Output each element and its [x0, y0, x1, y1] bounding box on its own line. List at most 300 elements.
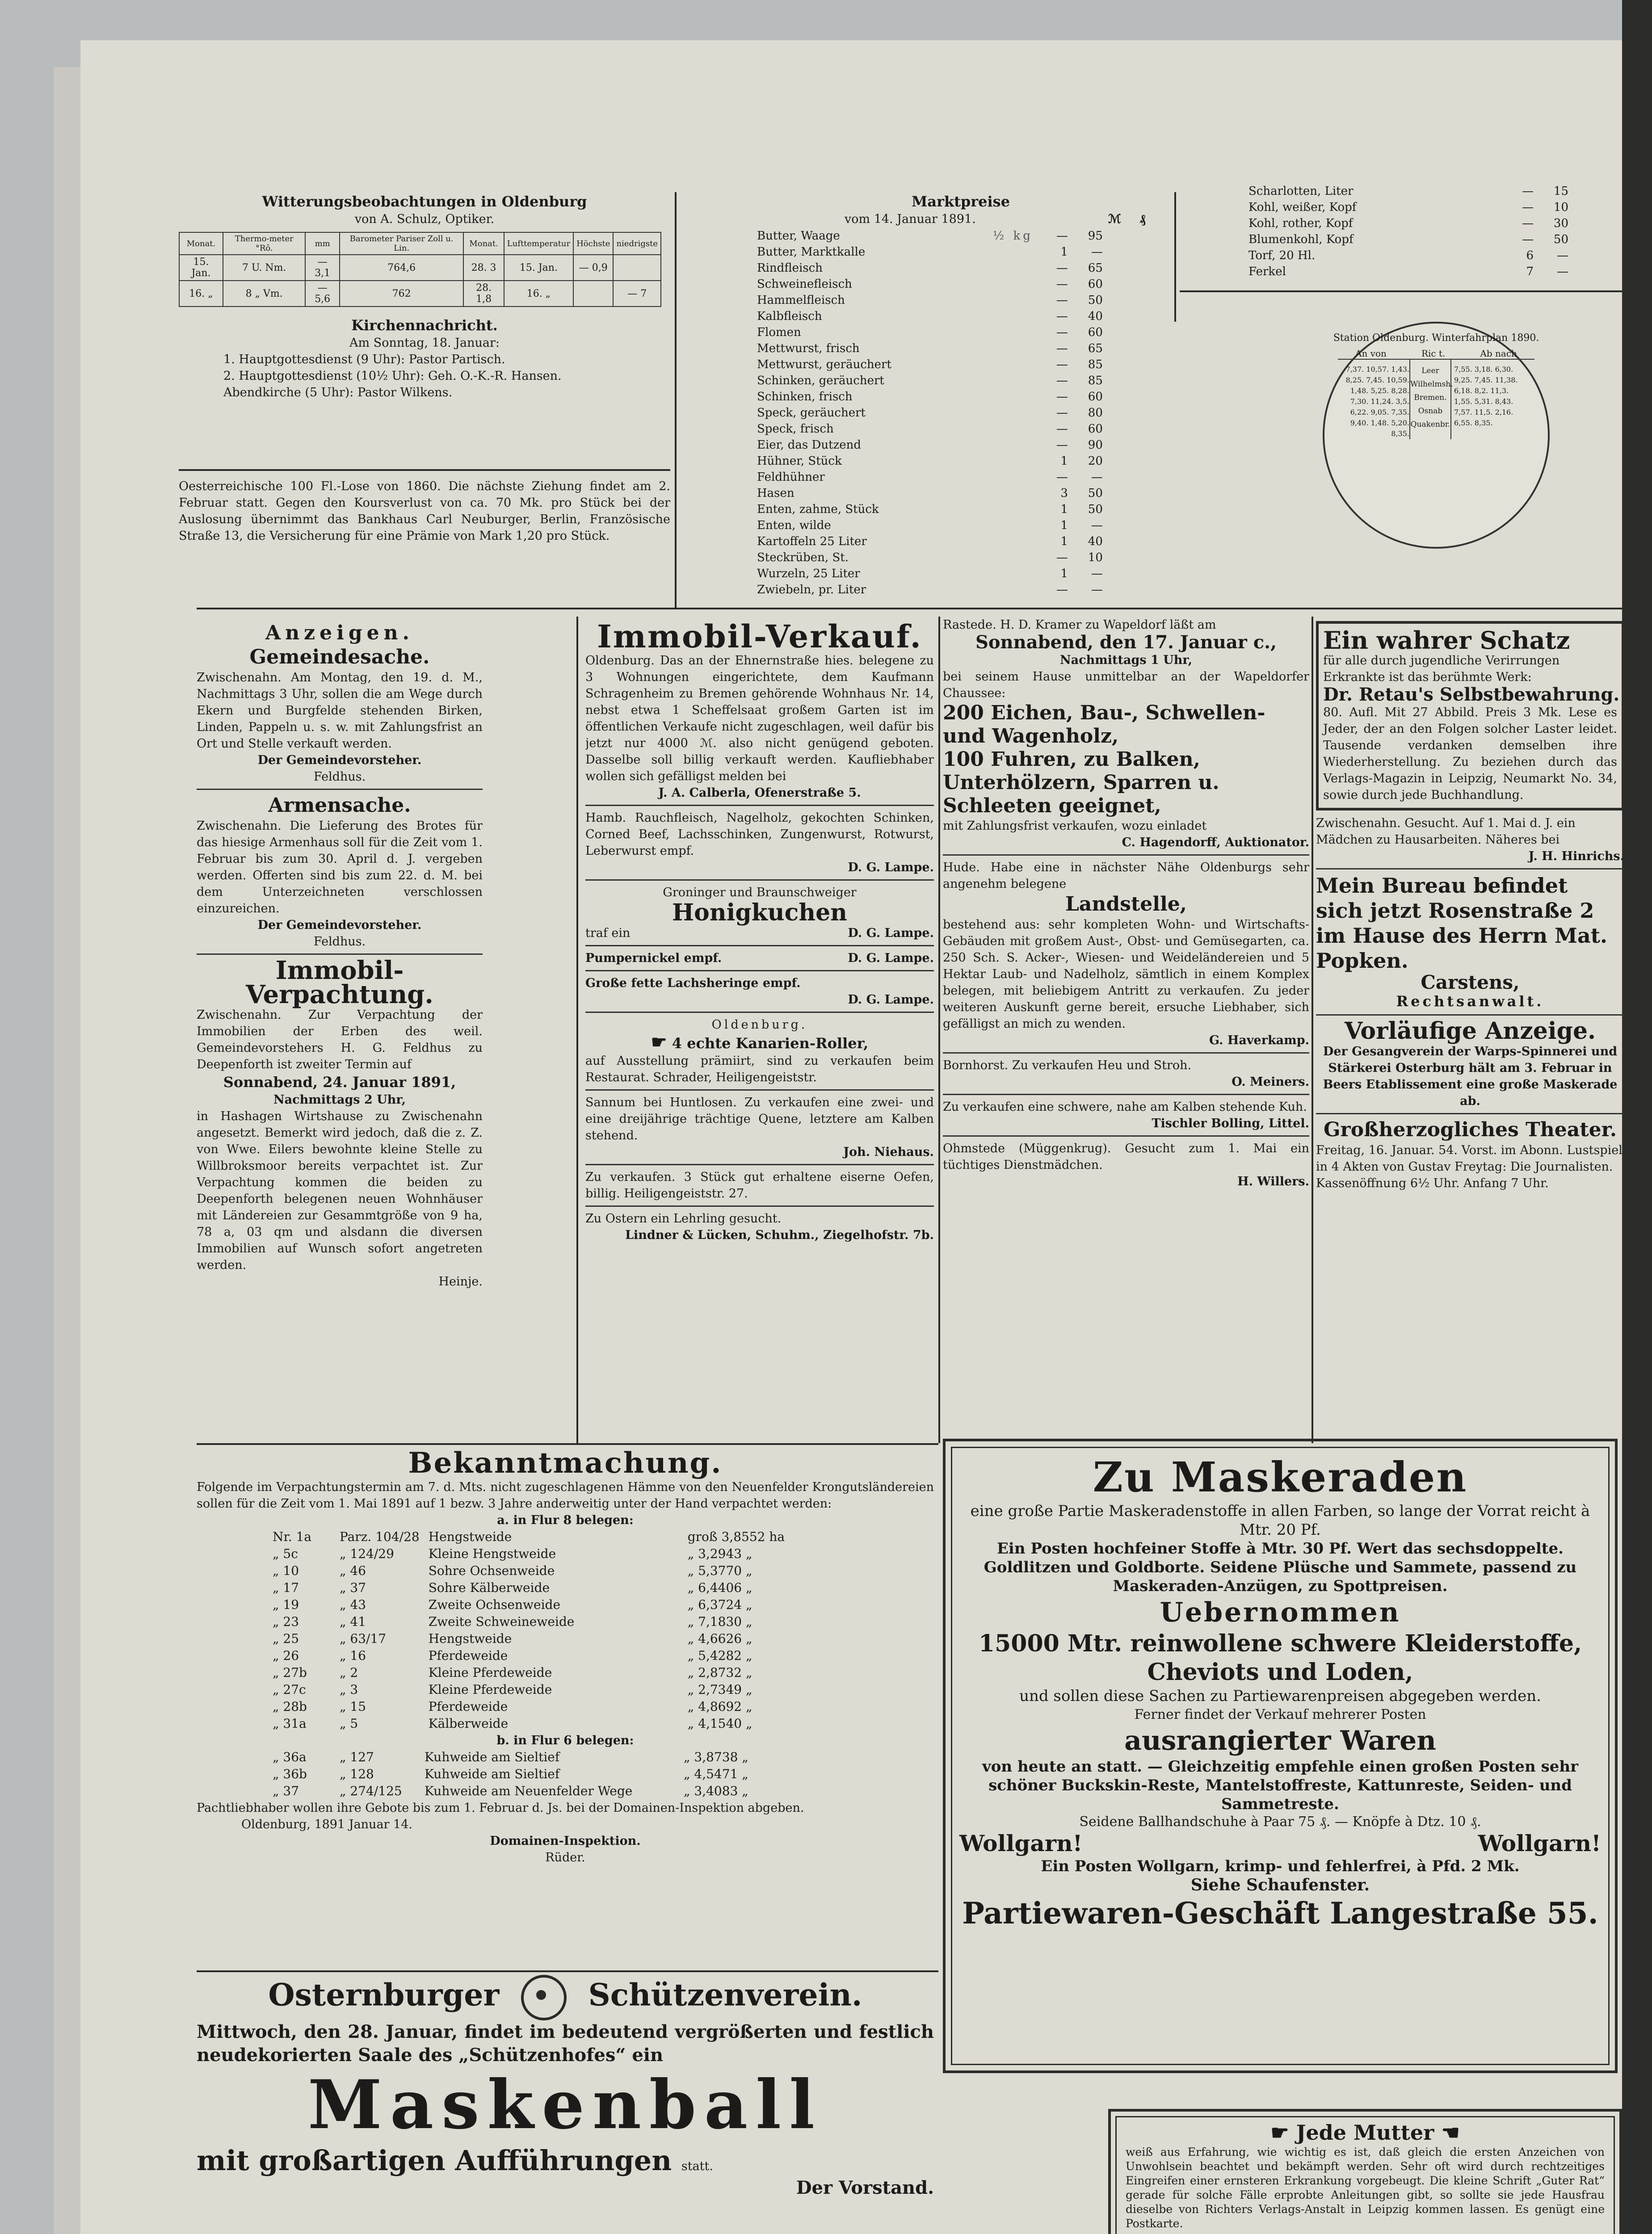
lease-row-cell: „ 2,7349 „ [687, 1682, 752, 1697]
market-row-cell: Flomen [757, 326, 801, 339]
market-row-cell: — [1056, 470, 1068, 484]
bornhorst-text: Bornhorst. Zu verkaufen Heu und Stroh. [943, 1058, 1192, 1072]
market-row-cell [991, 405, 1035, 421]
lease-row-cell: „ 5 [340, 1716, 358, 1731]
verkauf-text: Oldenburg. Das an der Ehnernstraße hies. belegene zu 3 Wohnungen eingerichtete, dem Kaufmann Schragenheim zu Bremen gehörende Wohnhaus Nr. 14, nebst etwa 1 Scheffelsaat großem Garten ist im öffentlichen Verkaufe nicht zugeschlagen, weil dafür bis jetzt nur 4000 ℳ. also nicht genügend geboten. Dasselbe soll billig verkauft werden. Kaufliebhaber wollen sich gefälligst melden bei [585, 654, 934, 783]
weather-cell: 15. Jan. [504, 255, 573, 281]
market-row-cell: 95 [1088, 229, 1103, 243]
lease-row-cell: „ 3 [340, 1682, 358, 1697]
market-row-cell: 60 [1088, 277, 1103, 291]
market-row-cell: Eier, das Dutzend [757, 438, 862, 452]
market-row-cell: — [1056, 390, 1068, 403]
clock-head: An von [1355, 348, 1387, 359]
clock-departures: 7,55. 3,18. 6,30. 9,25. 7,45. 11,38. 6,18. 8,2. 11,3. 1,55. 5,31. 8,43. 7,57. 11,5. 2,16. 6,55. 8,35. [1454, 365, 1518, 427]
lease-row-cell: „ 3,4083 „ [684, 1784, 748, 1798]
market-row-cell: — [1056, 326, 1068, 339]
weather-cell [573, 281, 613, 307]
market-row-cell: — [1056, 277, 1068, 291]
masken-title: Zu Maskeraden [1093, 1453, 1468, 1501]
ads-column-4 [1316, 621, 1624, 1439]
church-title: Kirchennachricht. [351, 317, 498, 334]
market-table [755, 228, 1105, 598]
market-row-2-cell: 50 [1553, 233, 1568, 246]
clock-places [1409, 360, 1451, 439]
ohmstede-text: Ohmstede (Müggenkrug). Gesucht zum 1. Mai ein tüchtiges Dienstmädchen. [943, 1142, 1309, 1172]
lease-row-cell: „ 19 [273, 1597, 299, 1612]
market-row-cell: — [1056, 342, 1068, 355]
lease-row-cell: „ 36a [273, 1750, 307, 1764]
market-row-cell: 1 [1060, 567, 1068, 580]
weather-head-baro: Barometer Pariser Zoll u. Lin. [340, 232, 464, 255]
verpachtung-date: Sonnabend, 24. Januar 1891, [223, 1074, 456, 1091]
market-row-2 [1247, 215, 1570, 231]
market-row-cell: Schweinefleisch [757, 277, 852, 291]
market-row-2 [1247, 183, 1570, 199]
kuh-sign: Joh. Niehaus. [843, 1145, 934, 1159]
weather-head-thermo: Thermo-meter °Rô. [223, 232, 305, 255]
divider [197, 1443, 938, 1445]
masken-wolle-left: Wollgarn! [959, 1830, 1083, 1856]
bekannt-name: Rüder. [545, 1851, 585, 1864]
bekannt-title: Bekanntmachung. [408, 1448, 723, 1480]
market-row-cell: 1 [1060, 454, 1068, 468]
lampe4-sign: D. G. Lampe. [848, 993, 934, 1007]
schuetzen-text2: mit großartigen Aufführungen [197, 2144, 672, 2177]
weather-subtitle: von A. Schulz, Optiker. [354, 212, 495, 226]
market-row-cell: — [1091, 245, 1103, 259]
landstelle-title: Landstelle, [1065, 893, 1187, 915]
church-line: Am Sonntag, 18. Januar: [349, 336, 500, 350]
market-row [755, 550, 1105, 566]
lease-table-b [268, 1749, 753, 1800]
lease-row-cell: „ 4,8692 „ [687, 1699, 752, 1714]
market-row-cell: 40 [1088, 535, 1103, 548]
lease-row-cell: „ 6,3724 „ [687, 1597, 752, 1612]
lease-row-cell: „ 128 [340, 1767, 374, 1781]
lease-row [268, 1529, 789, 1545]
lease-row [268, 1545, 789, 1562]
masken-h2: Uebernommen [1160, 1597, 1401, 1628]
market-row-cell: 50 [1088, 294, 1103, 307]
market-row-2-cell: Ferkel [1248, 265, 1286, 278]
market-row-2-cell: Kohl, rother, Kopf [1248, 217, 1353, 230]
schuetzen-right: Schützenverein. [588, 1977, 862, 2013]
lease-row-cell: „ 15 [340, 1699, 366, 1714]
rastede-big2: 100 Fuhren, zu Balken, Unterhölzern, Sparren u. Schleeten geeignet, [943, 748, 1219, 817]
market-row [755, 485, 1105, 501]
weather-row [179, 281, 661, 307]
divider [197, 1970, 938, 1972]
market-row-cell [991, 260, 1035, 276]
market-row [755, 373, 1105, 389]
market-row-cell [991, 357, 1035, 373]
market-row-cell: Speck, frisch [757, 422, 834, 436]
masken-l10: Siehe Schaufenster. [1190, 1876, 1370, 1894]
market-row-cell [991, 421, 1035, 437]
lease-row-cell: „ 27c [273, 1682, 306, 1697]
lampe3-sign: D. G. Lampe. [848, 951, 934, 965]
market-row-cell: 90 [1088, 438, 1103, 452]
market-title: Marktpreise [911, 193, 1010, 210]
market-row-cell: ½ kg [993, 229, 1033, 243]
ads-column-2 [585, 621, 934, 1439]
schatz-book: Dr. Retau's Selbstbewahrung. [1323, 684, 1620, 705]
masken-wolle-right: Wollgarn! [1478, 1830, 1601, 1856]
market-row [755, 228, 1105, 244]
ads-heading: Anzeigen. [265, 621, 414, 644]
weather-head-month: Monat. [179, 232, 223, 255]
market-row-2-cell: — [1557, 249, 1568, 262]
weather-cell: 762 [340, 281, 464, 307]
lease-row-cell: Nr. 1a [273, 1529, 312, 1544]
lease-row-cell: „ 36b [273, 1767, 307, 1781]
market-row-cell [991, 389, 1035, 405]
market-row-cell: — [1091, 519, 1103, 532]
clock-place: Bremen. [1414, 393, 1447, 402]
masken-footer: Partiewaren-Geschäft Langestraße 55. [962, 1896, 1598, 1931]
weather-row [179, 255, 661, 281]
market-row-cell: 3 [1060, 487, 1068, 500]
lampe1-sign: D. G. Lampe. [848, 861, 934, 874]
lease-row-cell: „ 2 [340, 1665, 358, 1680]
gemeinde-title: Gemeindesache. [249, 646, 430, 668]
lampe2-text: traf ein [585, 926, 631, 940]
lease-row-cell: „ 2,8732 „ [687, 1665, 752, 1680]
market-row [755, 324, 1105, 340]
target-icon [521, 1975, 567, 2020]
market-row-cell [991, 340, 1035, 357]
market-row-cell: 1 [1060, 535, 1068, 548]
market-row-cell [991, 276, 1035, 292]
lease-row-cell: groß 3,8552 ha [687, 1529, 785, 1544]
pointing-hand-icon: ☛ [651, 1032, 667, 1053]
market-row-cell [991, 517, 1035, 533]
lease-row-cell: „ 3,8738 „ [684, 1750, 748, 1764]
lease-table-a [268, 1529, 789, 1732]
armen-title: Armensache. [268, 794, 411, 817]
market-row-2-cell: Torf, 20 Hl. [1248, 249, 1316, 262]
lease-row [268, 1562, 789, 1579]
weather-cell: — 7 [613, 281, 661, 307]
lease-row-cell: „ 28b [273, 1699, 307, 1714]
lease-row-cell: „ 3,2943 „ [687, 1546, 752, 1561]
divider [938, 617, 940, 1443]
weather-head-month2: Monat. [463, 232, 504, 255]
market-row-2-cell: — [1522, 233, 1534, 246]
bekannt-sign: Domainen-Inspektion. [490, 1834, 641, 1848]
divider [1180, 290, 1622, 292]
rastede-text3: mit Zahlungsfrist verkaufen, wozu einladet [943, 819, 1207, 833]
oefen-text: Zu verkaufen. 3 Stück gut erhaltene eiserne Oefen, billig. Heiligengeiststr. 27. [585, 1170, 934, 1201]
market-row-2 [1247, 248, 1570, 264]
gemeinde-sign: Der Gemeindevorsteher. [257, 753, 422, 767]
rastede-date: Sonnabend, den 17. Januar c., [975, 632, 1277, 653]
market-row [755, 533, 1105, 550]
vorlaeufig-text: Der Gesangverein der Warps-Spinnerei und Stärkerei Osterburg hält am 3. Februar in Beers Etablissement eine große Maskerade ab. [1323, 1045, 1618, 1108]
market-row [755, 292, 1105, 308]
market-row-2 [1247, 231, 1570, 248]
divider [1174, 192, 1176, 322]
kanarien-text: auf Ausstellung prämiirt, sind zu verkaufen beim Restaurat. Schrader, Heiligengeiststr. [585, 1054, 934, 1084]
market-row-cell [991, 566, 1035, 582]
schuetzen-section [197, 1975, 934, 2234]
market-row-cell [991, 501, 1035, 517]
weather-head-high: Höchste [573, 232, 613, 255]
lease-row [268, 1647, 789, 1664]
schatz-text1: für alle durch jugendliche Verirrungen Erkrankte ist das berühmte Werk: [1323, 654, 1560, 684]
masken-l8: Seidene Ballhandschuhe à Paar 75 ₰. — Knöpfe à Dtz. 10 ₰. [1079, 1814, 1481, 1830]
verkauf-title: Immobil-Verkauf. [597, 621, 922, 655]
market-row-cell: 80 [1088, 406, 1103, 420]
market-row-cell: Kalbfleisch [757, 310, 822, 323]
weather-cell: — 5,6 [305, 281, 339, 307]
market-row-cell: 65 [1088, 342, 1103, 355]
market-row-cell: 20 [1088, 454, 1103, 468]
market-row-cell [991, 582, 1035, 598]
market-row-cell [991, 453, 1035, 469]
market-row-cell: Mettwurst, frisch [757, 342, 860, 355]
schuetzen-left: Osternburger [268, 1977, 500, 2013]
rastede-time: Nachmittags 1 Uhr, [1059, 653, 1192, 667]
market-row-cell: 60 [1088, 326, 1103, 339]
lease-row-cell: „ 16 [340, 1648, 366, 1663]
mutter-ad [1108, 2109, 1622, 2234]
masken-l1: eine große Partie Maskeradenstoffe in allen Farben, so lange der Vorrat reicht à Mtr. 20 Pf. [970, 1502, 1590, 1539]
clock-arrivals: 7,37. 10,57. 1,43. 8,25. 7,45. 10,59. 1,48. 5,25. 8,28. 7,30. 11,24. 3,5. 6,22. 9,05. 7,35. 9,40. 1,48. 5,20. 8,35. [1345, 365, 1409, 438]
weather-table [179, 232, 661, 307]
market-unit-pf: ₰ [1139, 212, 1146, 226]
market-row-cell: Feldhühner [757, 470, 825, 484]
market-row-cell: — [1056, 551, 1068, 564]
market-row-cell [991, 244, 1035, 260]
rastede-big: 200 Eichen, Bau-, Schwellen- und Wagenholz, [943, 701, 1265, 747]
market-row-cell [991, 292, 1035, 308]
market-row-cell [991, 308, 1035, 324]
market-row-cell: — [1056, 438, 1068, 452]
gesucht-text: Zwischenahn. Gesucht. Auf 1. Mai d. J. ein Mädchen zu Hausarbeiten. Näheres bei [1316, 816, 1576, 847]
bornhorst-sign: O. Meiners. [1232, 1075, 1309, 1089]
bekanntmachung-section [197, 1448, 934, 1966]
ads-column-1 [197, 621, 483, 1439]
market-row [755, 517, 1105, 533]
market-row-cell: 1 [1060, 503, 1068, 516]
lease-row-cell: „ 5c [273, 1546, 298, 1561]
lease-row-cell: „ 41 [340, 1614, 366, 1629]
lease-row [268, 1579, 789, 1596]
market-row-cell: Hasen [757, 487, 794, 500]
market-row-cell: 60 [1088, 422, 1103, 436]
market-row-cell [991, 437, 1035, 453]
clock-place: Leer [1421, 366, 1439, 375]
lease-row [268, 1698, 789, 1715]
market-row [755, 437, 1105, 453]
lease-row [268, 1664, 789, 1681]
market-row [755, 244, 1105, 260]
bureau-line: im Hause des Herrn Mat. [1316, 924, 1608, 948]
weather-head-temp: Lufttemperatur [504, 232, 573, 255]
lampe4-text: Große fette Lachsheringe empf. [585, 976, 801, 990]
bureau-line: Popken. [1316, 949, 1408, 973]
clock-ring-text: Station Oldenburg. Winterfahrplan 1890. [1333, 332, 1539, 344]
pointing-hand-icon: ☚ [1441, 2121, 1460, 2145]
lease-row-cell: „ 6,4406 „ [687, 1580, 752, 1595]
market-row-cell [991, 550, 1035, 566]
market-row-cell [991, 469, 1035, 485]
market-row-cell: Schinken, frisch [757, 390, 853, 403]
market-row-2-cell: — [1522, 185, 1534, 198]
mutter-title: Jede Mutter [1296, 2121, 1434, 2145]
market-row-cell: Enten, zahme, Stück [757, 503, 879, 516]
market-row-cell: 1 [1060, 245, 1068, 259]
market-row-cell [991, 324, 1035, 340]
armen-name: Feldhus. [313, 935, 366, 949]
market-row-cell [991, 373, 1035, 389]
weather-cell: 16. „ [179, 281, 223, 307]
lease-row-cell: „ 31a [273, 1716, 307, 1731]
lease-row-cell: Pferdeweide [428, 1699, 508, 1714]
lease-row-cell: Sohre Ochsenweide [428, 1563, 555, 1578]
bekannt-intro: Folgende im Verpachtungstermin am 7. d. Mts. nicht zugeschlagenen Hämme von den Neuenfelder Krongutsländereien sollen für die Zeit vom 1. Mai 1891 auf 1 bezw. 3 Jahre anderweitig unter der Hand verpachtet werden: [197, 1480, 934, 1511]
verpachtung-text2: in Hashagen Wirtshause zu Zwischenahn angesetzt. Bemerkt wird jedoch, daß die z. Z. von Wwe. Eilers bewohnte kleine Stelle zu Willbroksmoor bereits verpachtet ist. Zur Verpachtung kommen die beiden zu Deepenforth belegenen neuen Wohnhäuser mit Ländereien zur Gesammtgröße von 9 ha, 78 a, 03 qm und alsdann die diversen Immobilien auf Wunsch sofort angetreten werden. [197, 1109, 483, 1272]
weather-cell: 16. „ [504, 281, 573, 307]
lease-row-cell: „ 10 [273, 1563, 299, 1578]
church-line: Abendkirche (5 Uhr): Pastor Wilkens. [223, 386, 453, 399]
lease-row-cell: Kuhweide am Neuenfelder Wege [425, 1784, 633, 1798]
clock-place: Wilhelmsh. [1410, 380, 1453, 389]
divider [675, 192, 677, 608]
kuh-text: Sannum bei Huntlosen. Zu verkaufen eine zwei- und eine dreijährige trächtige Quene, letztere am Kalben stehend. [585, 1096, 934, 1142]
clock-place: Osnab Quakenbr. [1410, 407, 1450, 429]
market-row-cell [991, 533, 1035, 550]
market-row-cell: Schinken, geräuchert [757, 374, 884, 387]
lease-row-cell: „ 7,1830 „ [687, 1614, 752, 1629]
lehrling-sign: Lindner & Lücken, Schuhm., Ziegelhofstr. 7b. [625, 1228, 934, 1242]
lampe3-text: Pumpernickel empf. [585, 951, 722, 965]
market-section [755, 192, 1166, 603]
market-row-2-cell: — [1522, 201, 1534, 214]
lease-row-cell: „ 63/17 [340, 1631, 387, 1646]
schatz-title: Ein wahrer Schatz [1323, 626, 1570, 655]
theater-text: Freitag, 16. Januar. 54. Vorst. im Abonn. Lustspiel in 4 Akten von Gustav Freytag: Die Journalisten. Kassenöffnung 6½ Uhr. Anfang 7 Uhr. [1316, 1143, 1623, 1190]
market-table-2 [1247, 183, 1570, 280]
market-row [755, 340, 1105, 357]
bekannt-sec-a: a. in Flur 8 belegen: [497, 1513, 634, 1527]
masken-l3: Goldlitzen und Goldborte. Seidene Plüsche und Sammete, passend zu Maskeraden-Anzügen, zu Spottpreisen. [984, 1558, 1577, 1595]
market-row-2-cell: 7 [1526, 265, 1534, 278]
masken-l7: von heute an statt. — Gleichzeitig empfehle einen großen Posten sehr schöner Buckskin-Reste, Mantelstoffreste, Kattunreste, Seiden- und Sammetreste. [982, 1758, 1578, 1813]
maskeraden-ad [943, 1439, 1618, 2073]
ohmstede-sign: H. Willers. [1237, 1175, 1309, 1188]
page-edge [1622, 0, 1652, 2234]
lease-row-cell: „ 17 [273, 1580, 299, 1595]
lease-row-cell: Parz. 104/28 [340, 1529, 420, 1544]
rastede-sign: C. Hagendorff, Auktionator. [1122, 836, 1309, 849]
gemeinde-name: Feldhus. [313, 770, 366, 784]
lease-row-cell: Sohre Kälberweide [428, 1580, 550, 1595]
market-row-cell: 50 [1088, 487, 1103, 500]
market-section-2 [1247, 183, 1604, 286]
market-row-2 [1247, 264, 1570, 280]
lease-row-cell: „ 4,5471 „ [684, 1767, 748, 1781]
masken-l4: 15000 Mtr. reinwollene schwere Kleiderstoffe, Cheviots und Loden, [978, 1630, 1582, 1686]
book-spine [54, 67, 80, 2234]
lease-row-cell: Kuhweide am Sieltief [425, 1750, 560, 1764]
lease-row-cell: „ 27b [273, 1665, 307, 1680]
weather-cell: 28. 3 [463, 255, 504, 281]
lease-row-cell: „ 26 [273, 1648, 299, 1663]
lease-row-cell: „ 127 [340, 1750, 374, 1764]
kuh2-sign: Tischler Bolling, Littel. [1152, 1117, 1309, 1130]
market-row [755, 389, 1105, 405]
church-line: 1. Hauptgottesdienst (9 Uhr): Pastor Partisch. [223, 353, 505, 366]
kuh2-text: Zu verkaufen eine schwere, nahe am Kalben stehende Kuh. [943, 1100, 1307, 1114]
market-row [755, 501, 1105, 517]
church-line: 2. Hauptgottesdienst (10½ Uhr): Geh. O.-K.-R. Hansen. [223, 369, 562, 383]
clock-head: Ab nach [1480, 348, 1517, 359]
bekannt-sec-b: b. in Flur 6 belegen: [496, 1734, 634, 1747]
market-row-cell [991, 485, 1035, 501]
market-row-cell: Steckrüben, St. [757, 551, 849, 564]
lease-row-cell: Hengstweide [428, 1631, 512, 1646]
market-row [755, 453, 1105, 469]
lease-row [268, 1783, 753, 1800]
market-row-cell: — [1056, 310, 1068, 323]
weather-cell: 7 U. Nm. [223, 255, 305, 281]
market-row-cell: Speck, geräuchert [757, 406, 866, 420]
market-row-2-cell: Scharlotten, Liter [1248, 185, 1354, 198]
lease-row [268, 1749, 753, 1766]
lease-row-cell: „ 4,1540 „ [687, 1716, 752, 1731]
market-row [755, 582, 1105, 598]
market-row [755, 469, 1105, 485]
market-row-cell: 10 [1088, 551, 1103, 564]
weather-cell: 15. Jan. [179, 255, 223, 281]
market-row [755, 308, 1105, 324]
market-row-2-cell: — [1557, 265, 1568, 278]
lease-row-cell: Kleine Hengstweide [428, 1546, 556, 1561]
schatz-text2: 80. Aufl. Mit 27 Abbild. Preis 3 Mk. Lese es Jeder, der an den Folgen solcher Laster leidet. Tausende verdanken demselben ihre Wiederherstellung. Zu beziehen durch das Verlags-Magazin in Leipzig, Neumarkt No. 34, sowie durch jede Buchhandlung. [1323, 705, 1617, 802]
lease-row-cell: „ 37 [273, 1784, 299, 1798]
masken-l2: Ein Posten hochfeiner Stoffe à Mtr. 30 Pf. Wert das sechsdoppelte. [997, 1540, 1564, 1558]
weather-cell: 764,6 [340, 255, 464, 281]
lampe2-title: Honigkuchen [672, 899, 847, 926]
schuetzen-text1: Mittwoch, den 28. Januar, findet im bedeutend vergrößerten und festlich neudekorierten Saale des „Schützenhofes“ ein [197, 2021, 934, 2066]
ads-column-3 [943, 617, 1309, 1439]
market-row-cell: — [1091, 583, 1103, 596]
lease-row-cell: Kuhweide am Sieltief [425, 1767, 560, 1781]
lease-row [268, 1630, 789, 1647]
market-row-cell: 40 [1088, 310, 1103, 323]
market-row-cell: — [1056, 406, 1068, 420]
lease-row [268, 1681, 789, 1698]
lease-row-cell: „ 4,6626 „ [687, 1631, 752, 1646]
lottery-text: Oesterreichische 100 Fl.-Lose von 1860. Die nächste Ziehung findet am 2. Februar statt. Gegen den Koursverlust von ca. 70 Mk. pro Stück bei der Auslosung übernimmt das Bankhaus Carl Neuburger, Berlin, Französische Straße 13, die Versicherung für eine Prämie von Mark 1,20 pro Stück. [179, 479, 670, 543]
market-row-cell: Wurzeln, 25 Liter [757, 567, 860, 580]
market-row-cell: 85 [1088, 374, 1103, 387]
weather-cell: — 3,1 [305, 255, 339, 281]
lampe2-top: Groninger und Braunschweiger [663, 886, 857, 899]
weather-section [179, 192, 670, 608]
landstelle-text2: bestehend aus: sehr kompleten Wohn- und Wirtschafts-Gebäuden mit großem Aust-, Obst- und Gemüsegarten, ca. 250 Sch. S. Acker-, Wiesen- und Weideländereien und 5 Hektar Laub- und Nadelholz, sämtlich in einem Komplex belegen, mit beliebigem Antritt zu verkaufen. Zu jeder weiteren Auskunft gerne bereit, ersuche Liebhaber, sich gefälligst an mich zu wenden. [943, 918, 1309, 1031]
bekannt-place: Oldenburg, 1891 Januar 14. [241, 1818, 412, 1831]
market-row-cell: 65 [1088, 261, 1103, 275]
rastede-text1: Rastede. H. D. Kramer zu Wapeldorf läßt am [943, 618, 1216, 632]
bureau-name: Carstens, [1421, 971, 1520, 993]
lease-row-cell: „ 5,3770 „ [687, 1563, 752, 1578]
lease-row-cell: „ 23 [273, 1614, 299, 1629]
lease-row-cell: Kleine Pferdeweide [428, 1682, 552, 1697]
lease-row-cell: Pferdeweide [428, 1648, 508, 1663]
